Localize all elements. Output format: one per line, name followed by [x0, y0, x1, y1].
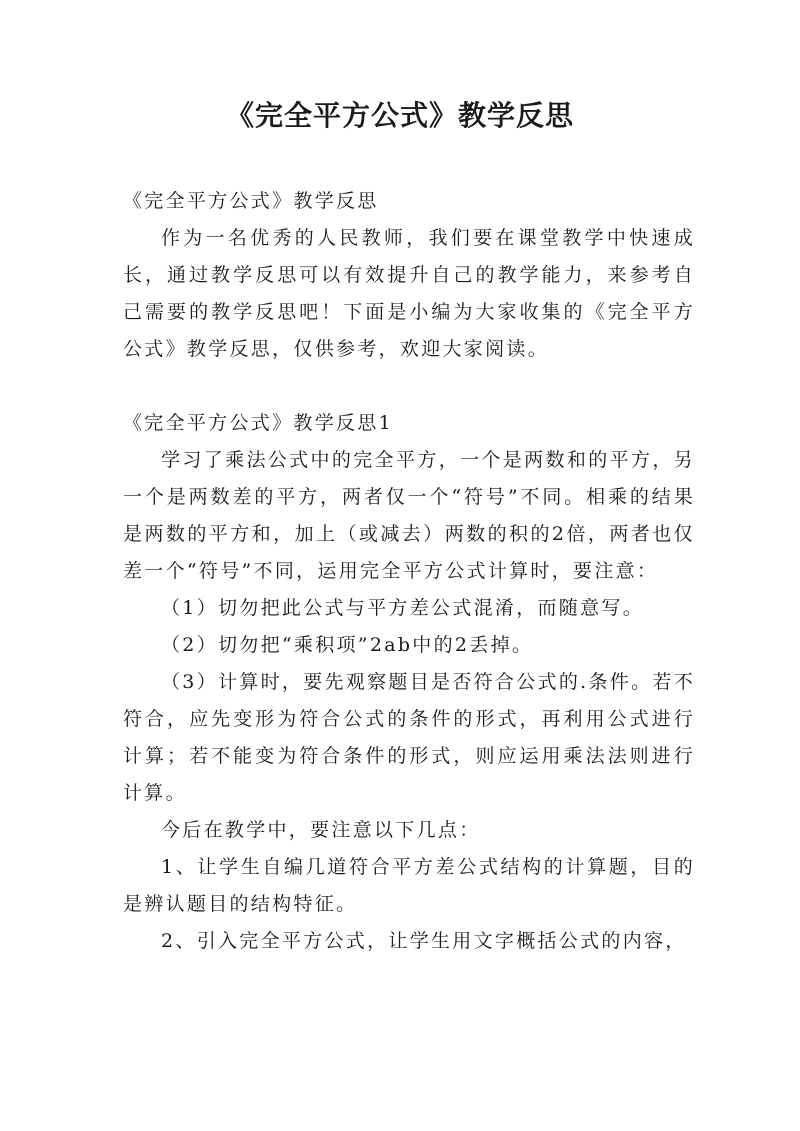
intro-paragraph: 作为一名优秀的人民教师，我们要在课堂教学中快速成长，通过教学反思可以有效提升自己的教学能力，来参考自己需要的教学反思吧！下面是小编为大家收集的《完全平方公式》教学反思，仅供参考，欢迎大家阅读。: [123, 227, 695, 360]
intro-heading: 《完全平方公式》教学反思: [123, 190, 379, 212]
list-item: 2、引入完全平方公式，让学生用文字概括公式的内容，: [161, 930, 687, 952]
document-body: [123, 183, 695, 960]
section-spacer: [123, 368, 695, 405]
section-paragraph: 学习了乘法公式中的完全平方，一个是两数和的平方，另一个是两数差的平方，两者仅一个“符号”不同。相乘的结果是两数的平方和，加上（或减去）两数的积的2倍，两者也仅差一个“符号”不同，运用完全平方公式计算时，要注意：: [123, 449, 695, 582]
section-heading: 《完全平方公式》教学反思1: [123, 412, 393, 434]
list-item: （2）切勿把“乘积项”2ab中的2丢掉。: [161, 634, 534, 656]
list-item: 1、让学生自编几道符合平方差公式结构的计算题，目的是辨认题目的结构特征。: [123, 856, 695, 915]
future-intro: 今后在教学中，要注意以下几点：: [161, 819, 481, 841]
list-item: （3）计算时，要先观察题目是否符合公式的.条件。若不符合，应先变形为符合公式的条件的形式，再利用公式进行计算；若不能变为符合条件的形式，则应运用乘法法则进行计算。: [123, 671, 695, 804]
list-item: （1）切勿把此公式与平方差公式混淆，而随意写。: [161, 597, 644, 619]
document-title: 《完全平方公式》教学反思: [225, 99, 574, 132]
